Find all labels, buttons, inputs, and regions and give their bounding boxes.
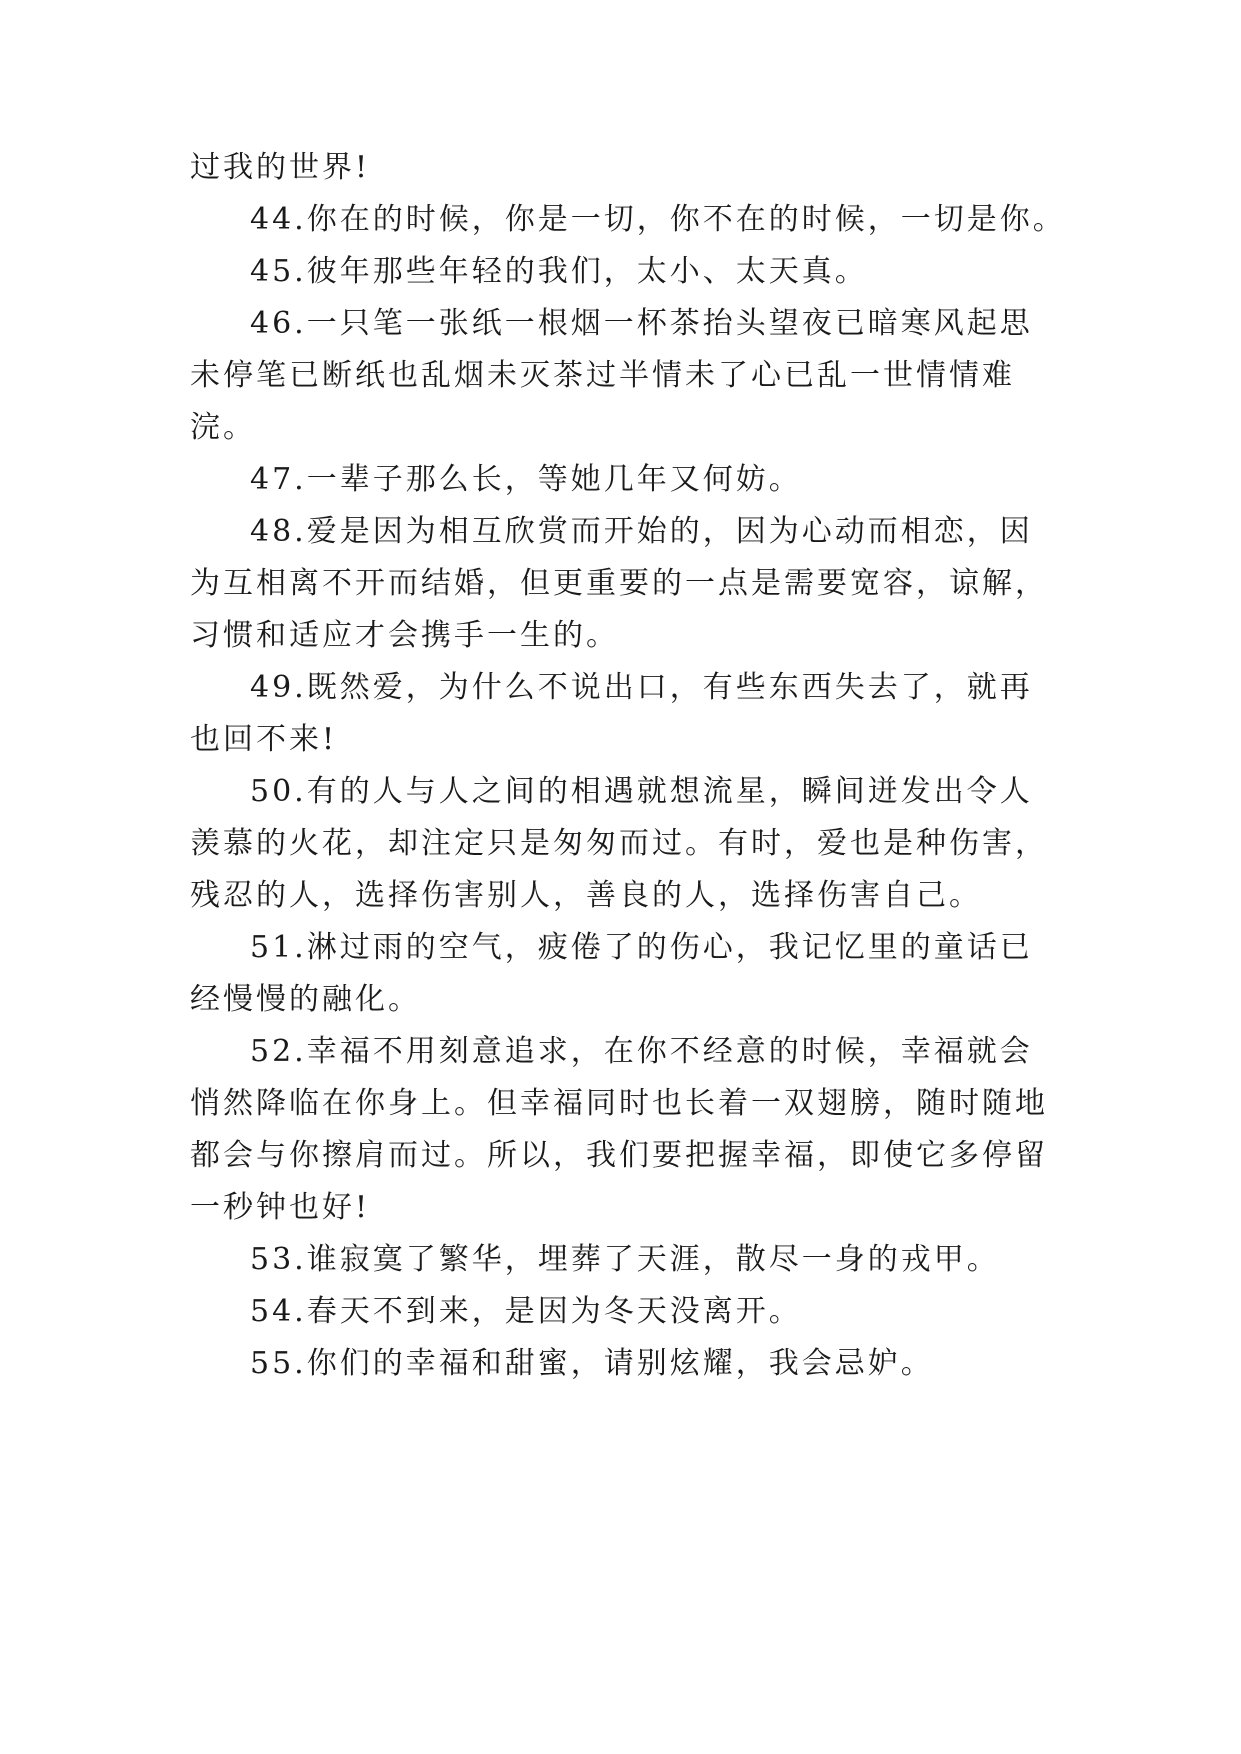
text-line: 为互相离不开而结婚，但更重要的一点是需要宽容，谅解， <box>190 566 1048 601</box>
text-line: 47.一辈子那么长，等她几年又何妨。 <box>250 462 802 497</box>
text-line: 也回不来! <box>190 722 338 757</box>
text-line: 浣。 <box>190 410 256 445</box>
text-line: 55.你们的幸福和甜蜜，请别炫耀，我会忌妒。 <box>250 1346 934 1381</box>
text-line: 残忍的人，选择伤害别人，善良的人，选择伤害自己。 <box>190 878 982 913</box>
text-line: 54.春天不到来，是因为冬天没离开。 <box>250 1294 802 1329</box>
text-line: 过我的世界! <box>190 150 371 185</box>
text-line: 49.既然爱，为什么不说出口，有些东西失去了，就再 <box>250 670 1033 705</box>
text-line: 52.幸福不用刻意追求，在你不经意的时候，幸福就会 <box>250 1034 1033 1069</box>
text-line: 经慢慢的融化。 <box>190 982 421 1017</box>
text-line: 46.一只笔一张纸一根烟一杯茶抬头望夜已暗寒风起思 <box>250 306 1033 341</box>
text-line: 习惯和适应才会携手一生的。 <box>190 618 619 653</box>
text-line: 羡慕的火花，却注定只是匆匆而过。有时，爱也是种伤害， <box>190 826 1048 861</box>
text-line: 53.谁寂寞了繁华，埋葬了天涯，散尽一身的戎甲。 <box>250 1242 1000 1277</box>
text-line: 一秒钟也好! <box>190 1190 371 1225</box>
text-line: 未停笔已断纸也乱烟未灭茶过半情未了心已乱一世情情难 <box>190 358 1015 393</box>
text-line: 44.你在的时候，你是一切，你不在的时候，一切是你。 <box>250 202 1066 237</box>
text-line: 48.爱是因为相互欣赏而开始的，因为心动而相恋，因 <box>250 514 1033 549</box>
text-line: 都会与你擦肩而过。所以，我们要把握幸福，即使它多停留 <box>190 1138 1048 1173</box>
text-line: 悄然降临在你身上。但幸福同时也长着一双翅膀，随时随地 <box>190 1086 1048 1121</box>
text-line: 45.彼年那些年轻的我们，太小、太天真。 <box>250 254 868 289</box>
text-line: 51.淋过雨的空气，疲倦了的伤心，我记忆里的童话已 <box>250 930 1033 965</box>
text-line: 50.有的人与人之间的相遇就想流星，瞬间迸发出令人 <box>250 774 1033 809</box>
